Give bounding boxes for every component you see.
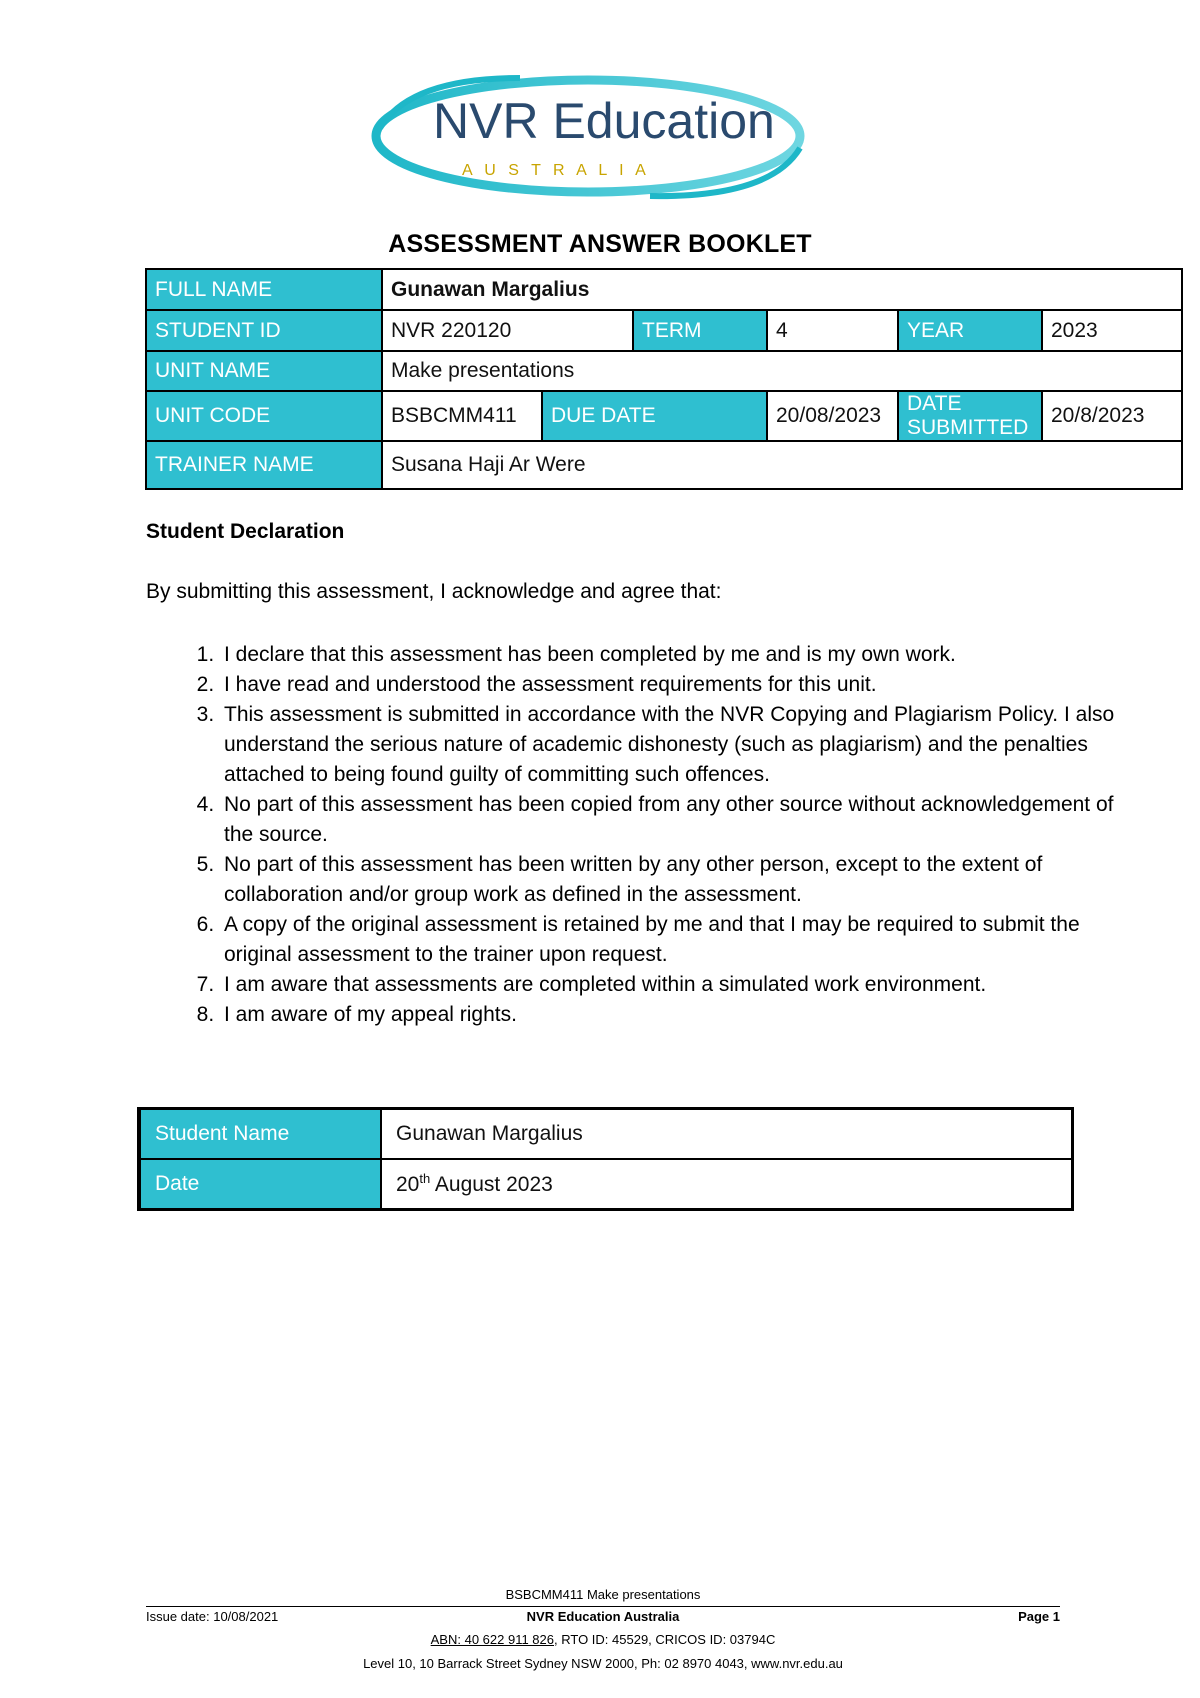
student-name-label: Student Name	[139, 1109, 381, 1160]
due-date-label: DUE DATE	[542, 391, 767, 441]
date-label: Date	[139, 1159, 381, 1210]
date-day: 20	[396, 1173, 420, 1196]
declaration-item: 4. No part of this assessment has been copied from any other source without acknowledgement of the source.	[220, 790, 1120, 850]
year-value: 2023	[1042, 310, 1182, 351]
trainer-name-label: TRAINER NAME	[146, 441, 382, 489]
declaration-list	[146, 640, 1120, 1030]
full-name-label: FULL NAME	[146, 269, 382, 310]
footer-org: NVR Education Australia	[526, 1609, 680, 1624]
date-suffix: th	[419, 1171, 431, 1186]
footer-abn: ABN: 40 622 911 826	[430, 1632, 554, 1647]
footer-issue-date: Issue date: 10/08/2021	[146, 1609, 279, 1624]
logo-subtitle-text: A U S T R A L I A	[462, 162, 650, 179]
footer-address: Level 10, 10 Barrack Street Sydney NSW 2000, Ph: 02 8970 4043, www.nvr.edu.au	[363, 1656, 843, 1671]
unit-name-value: Make presentations	[382, 351, 1182, 391]
nvr-logo	[370, 68, 840, 208]
declaration-item: 7. I am aware that assessments are completed within a simulated work environment.	[220, 970, 1120, 1000]
footer-row	[146, 1606, 1060, 1625]
full-name-value: Gunawan Margalius	[382, 269, 1182, 310]
date-submitted-label: DATE SUBMITTED	[898, 391, 1042, 441]
year-label: YEAR	[898, 310, 1042, 351]
student-name-value: Gunawan Margalius	[381, 1109, 1073, 1160]
student-id-value: NVR 220120	[382, 310, 633, 351]
declaration-item: 8. I am aware of my appeal rights.	[220, 1000, 1120, 1030]
student-id-label: STUDENT ID	[146, 310, 382, 351]
page-title: ASSESSMENT ANSWER BOOKLET	[388, 230, 812, 258]
declaration-item: 6. A copy of the original assessment is retained by me and that I may be required to submit the original assessment to the trainer upon request.	[220, 910, 1120, 970]
unit-code-value: BSBCMM411	[382, 391, 542, 441]
nvr-logo-graphic	[370, 68, 840, 208]
trainer-name-value: Susana Haji Ar Were	[382, 441, 1182, 489]
declaration-item: 2. I have read and understood the assessment requirements for this unit.	[220, 670, 1120, 700]
footer-page-number: Page 1	[1018, 1609, 1060, 1624]
footer-unit: BSBCMM411 Make presentations	[505, 1587, 701, 1602]
declaration-item: 1. I declare that this assessment has been completed by me and is my own work.	[220, 640, 1120, 670]
date-submitted-value: 20/8/2023	[1042, 391, 1182, 441]
declaration-intro: By submitting this assessment, I acknowledge and agree that:	[146, 580, 722, 603]
term-label: TERM	[633, 310, 767, 351]
term-value: 4	[767, 310, 898, 351]
signoff-table	[137, 1107, 1074, 1211]
declaration-heading: Student Declaration	[146, 520, 345, 543]
date-value	[381, 1159, 1073, 1210]
logo-brand-text: NVR Education	[433, 93, 775, 149]
footer-ids: , RTO ID: 45529, CRICOS ID: 03794C	[554, 1632, 776, 1647]
unit-name-label: UNIT NAME	[146, 351, 382, 391]
declaration-item: 5. No part of this assessment has been written by any other person, except to the extent of collaboration and/or group work as defined in the assessment.	[220, 850, 1120, 910]
declaration-item: 3. This assessment is submitted in accordance with the NVR Copying and Plagiarism Policy. I also understand the serious nature of academic dishonesty (such as plagiarism) and the penalties attached to being found guilty of committing such offences.	[220, 700, 1120, 790]
footer-registration	[146, 1632, 1060, 1647]
unit-code-label: UNIT CODE	[146, 391, 382, 441]
date-month-year: August 2023	[430, 1173, 553, 1196]
due-date-value: 20/08/2023	[767, 391, 898, 441]
student-info-table	[145, 268, 1183, 490]
